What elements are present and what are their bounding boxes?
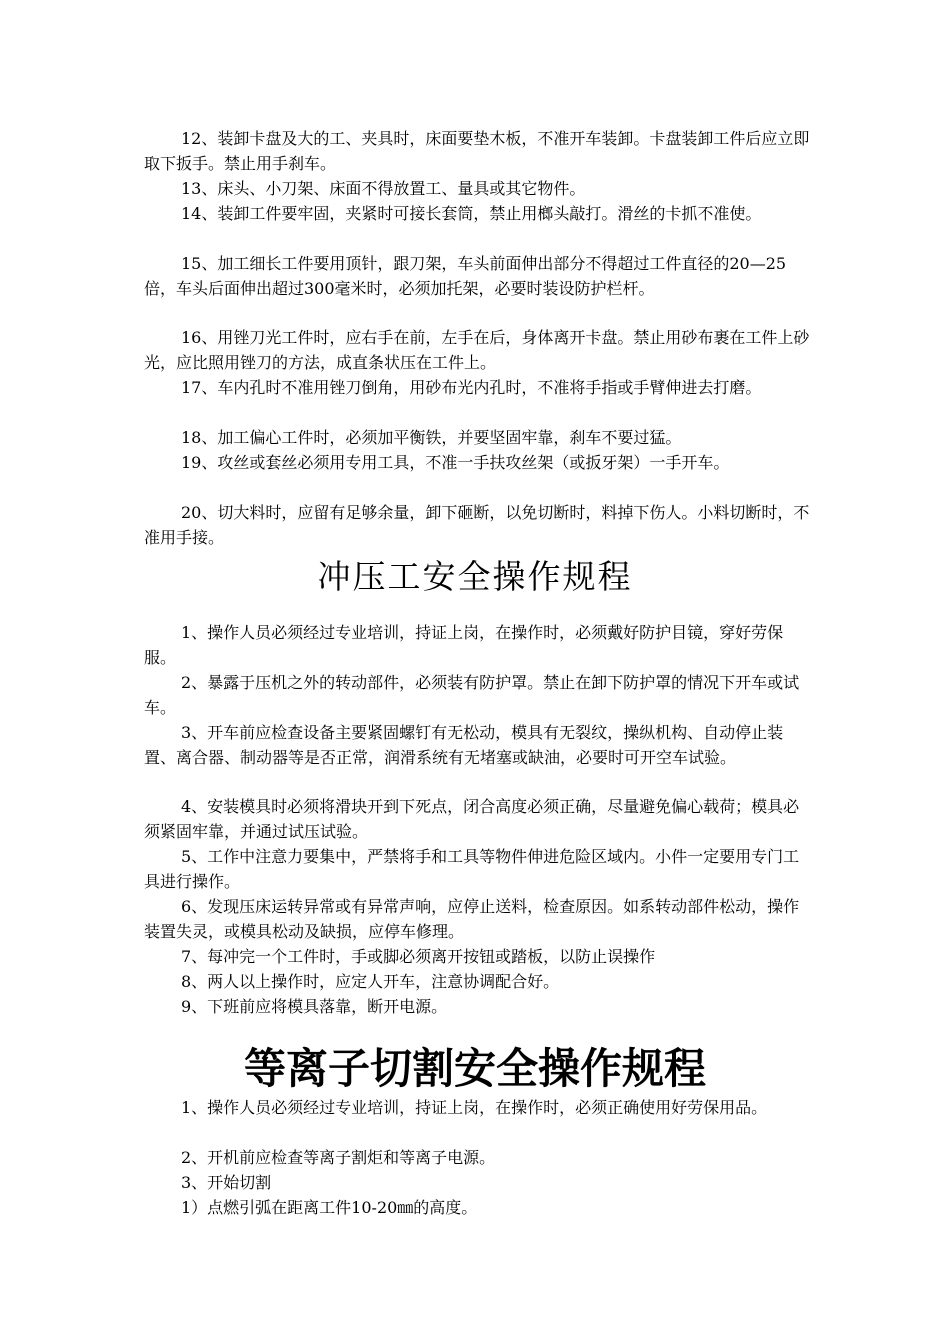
rule-paragraph: 13、床头、小刀架、床面不得放置工、量具或其它物件。 <box>181 179 586 198</box>
rule-paragraph: 18、加工偏心工件时，必须加平衡铁，并要坚固牢靠，刹车不要过猛。 <box>181 428 682 447</box>
rule-paragraph: 1）点燃引弧在距离工件10-20㎜的高度。 <box>181 1198 478 1217</box>
rule-paragraph: 14、装卸工件要牢固，夹紧时可接长套筒，禁止用榔头敲打。滑丝的卡抓不准使。 <box>181 204 762 223</box>
rule-paragraph: 16、用锉刀光工件时，应右手在前，左手在后，身体离开卡盘。禁止用砂布裹在工件上砂光，应比照用锉刀的方法，成直条状压在工件上。 <box>144 328 810 372</box>
section-title-stamping: 冲压工安全操作规程 <box>317 557 633 596</box>
rule-paragraph: 3、开车前应检查设备主要紧固螺钉有无松动，模具有无裂纹，操纵机构、自动停止装置、离合器、制动器等是否正常，润滑系统有无堵塞或缺油，必要时可开空车试验。 <box>144 723 784 767</box>
rule-paragraph: 12、装卸卡盘及大的工、夹具时，床面要垫木板，不准开车装卸。卡盘装卸工件后应立即取下扳手。禁止用手刹车。 <box>144 129 810 173</box>
rule-paragraph: 20、切大料时，应留有足够余量，卸下砸断，以免切断时，料掉下伤人。小料切断时，不准用手接。 <box>144 503 810 547</box>
rule-paragraph: 8、两人以上操作时，应定人开车，注意协调配合好。 <box>181 972 560 991</box>
rule-paragraph: 5、工作中注意力要集中，严禁将手和工具等物件伸进危险区域内。小件一定要用专门工具进行操作。 <box>144 847 800 891</box>
rule-paragraph: 3、开始切割 <box>181 1173 272 1192</box>
rule-paragraph: 1、操作人员必须经过专业培训，持证上岗，在操作时，必须戴好防护目镜，穿好劳保服。 <box>144 623 784 667</box>
rule-paragraph: 7、每冲完一个工件时，手或脚必须离开按钮或踏板，以防止误操作 <box>181 947 656 966</box>
rule-paragraph: 6、发现压床运转异常或有异常声响，应停止送料，检查原因。如系转动部件松动，操作装置失灵，或模具松动及缺损，应停车修理。 <box>144 897 800 941</box>
rule-paragraph: 2、暴露于压机之外的转动部件，必须装有防护罩。禁止在卸下防护罩的情况下开车或试车。 <box>144 673 800 717</box>
rule-paragraph: 4、安装模具时必须将滑块开到下死点，闭合高度必须正确，尽量避免偏心载荷；模具必须紧固牢靠，并通过试压试验。 <box>144 797 800 841</box>
rule-paragraph: 17、车内孔时不准用锉刀倒角，用砂布光内孔时，不准将手指或手臂伸进去打磨。 <box>181 378 762 397</box>
rule-paragraph: 2、开机前应检查等离子割炬和等离子电源。 <box>181 1148 496 1167</box>
rule-paragraph: 19、攻丝或套丝必须用专用工具，不准一手扶攻丝架（或扳牙架）一手开车。 <box>181 453 730 472</box>
rule-paragraph: 9、下班前应将模具落靠，断开电源。 <box>181 997 448 1016</box>
rule-paragraph: 15、加工细长工件要用顶针，跟刀架，车头前面伸出部分不得超过工件直径的20—25倍，车头后面伸出超过300毫米时，必须加托架，必要时装设防护栏杆。 <box>144 254 787 298</box>
rule-paragraph: 1、操作人员必须经过专业培训，持证上岗，在操作时，必须正确使用好劳保用品。 <box>181 1098 768 1117</box>
section-title-plasma-cutting: 等离子切割安全操作规程 <box>243 1044 706 1093</box>
